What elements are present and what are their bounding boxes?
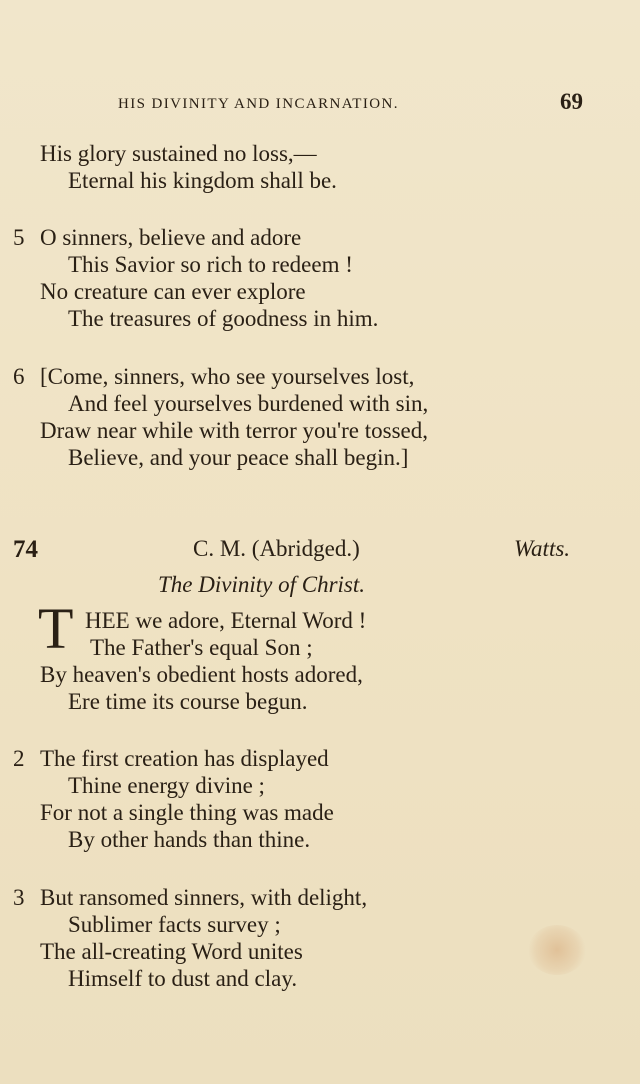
- verse-line: Ere time its course begun.: [68, 689, 308, 714]
- verse-line: Draw near while with terror you're tossed,: [40, 418, 428, 443]
- verse-line: HEE we adore, Eternal Word !: [85, 608, 367, 633]
- verse-line: By heaven's obedient hosts adored,: [40, 662, 363, 687]
- stanza-number: 6: [13, 364, 25, 389]
- hymn-title: The Divinity of Christ.: [158, 572, 365, 597]
- stanza-number: 3: [13, 885, 25, 910]
- verse-line: And feel yourselves burdened with sin,: [68, 391, 429, 416]
- verse-line: O sinners, believe and adore: [40, 225, 302, 250]
- verse-line: Eternal his kingdom shall be.: [68, 168, 337, 193]
- hymn-meter: C. M. (Abridged.): [193, 536, 360, 561]
- verse-line: Thine energy divine ;: [68, 773, 265, 798]
- hymn-author: Watts.: [514, 536, 571, 561]
- page-number: 69: [560, 89, 583, 114]
- verse-line: Himself to dust and clay.: [68, 966, 298, 991]
- verse-line: His glory sustained no loss,—: [40, 141, 317, 166]
- verse-line: The Father's equal Son ;: [90, 635, 313, 660]
- verse-line: But ransomed sinners, with delight,: [40, 885, 368, 910]
- verse-line: This Savior so rich to redeem !: [68, 252, 353, 277]
- verse-line: Believe, and your peace shall begin.]: [68, 445, 409, 470]
- verse-line: The first creation has displayed: [40, 746, 329, 771]
- verse-line: Sublimer facts survey ;: [68, 912, 281, 937]
- paper-stain: [528, 925, 586, 975]
- stanza-number: 5: [13, 225, 25, 250]
- hymn-number: 74: [13, 536, 38, 563]
- verse-line: By other hands than thine.: [68, 827, 311, 852]
- running-title: HIS DIVINITY AND INCARNATION.: [118, 96, 399, 112]
- verse-line: No creature can ever explore: [40, 279, 306, 304]
- verse-line: The treasures of goodness in him.: [68, 306, 379, 331]
- stanza-number: 2: [13, 746, 25, 771]
- verse-line: The all-creating Word unites: [40, 939, 303, 964]
- drop-cap: T: [38, 596, 74, 661]
- verse-line: For not a single thing was made: [40, 800, 334, 825]
- verse-line: [Come, sinners, who see yourselves lost,: [40, 364, 415, 389]
